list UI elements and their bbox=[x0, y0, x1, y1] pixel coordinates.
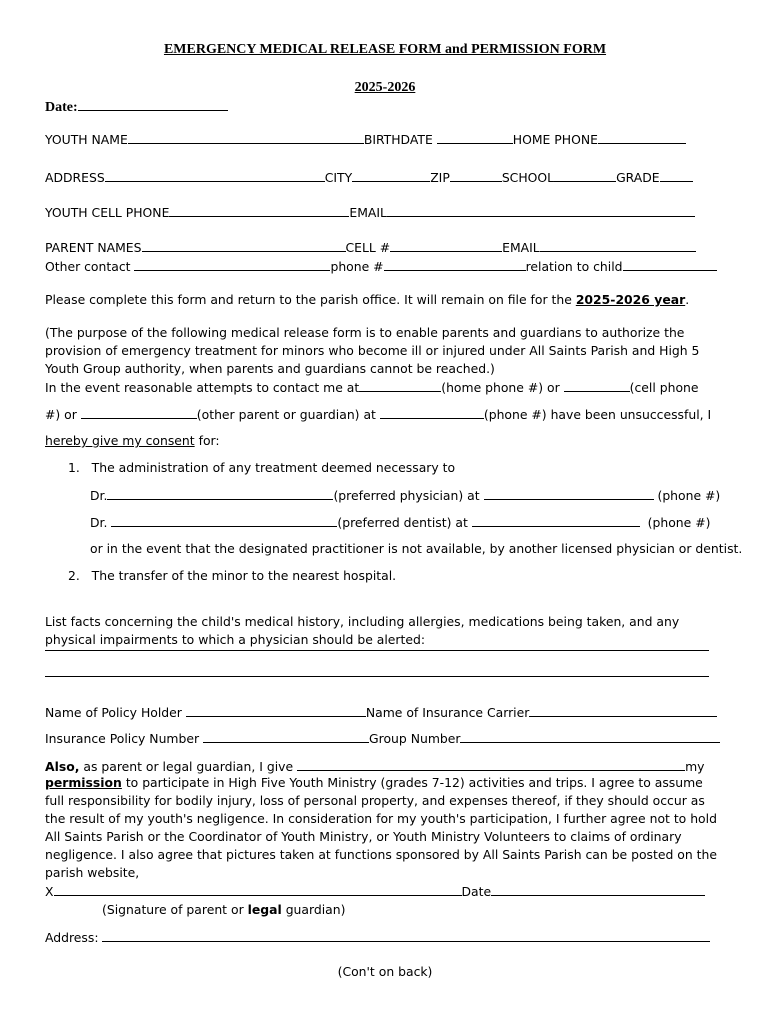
school-field[interactable] bbox=[554, 169, 616, 182]
physician-field[interactable] bbox=[107, 487, 333, 500]
date-row bbox=[45, 98, 228, 116]
group-number-field[interactable] bbox=[460, 730, 720, 743]
signature-row: X Date bbox=[45, 883, 705, 899]
event-line-1: In the event reasonable attempts to contact me at (home phone #) or (cell phone bbox=[45, 380, 699, 395]
other-contact-label: Other contact bbox=[45, 259, 131, 274]
home-phone-field[interactable] bbox=[598, 131, 686, 144]
youth-cell-field[interactable] bbox=[169, 204, 349, 217]
item-2: 2. The transfer of the minor to the nearest hospital. bbox=[68, 568, 397, 583]
signature-field[interactable] bbox=[54, 883, 462, 896]
zip-label: ZIP bbox=[430, 170, 450, 185]
consent-line: hereby give my consent for: bbox=[45, 433, 220, 448]
also-line: Also, as parent or legal guardian, I give my bbox=[45, 759, 705, 774]
other-phone-field[interactable] bbox=[384, 258, 526, 271]
permission-word: permission bbox=[45, 775, 122, 790]
youth-permission-name-field[interactable] bbox=[297, 758, 685, 771]
form-title: EMERGENCY MEDICAL RELEASE FORM and PERMISSION FORM bbox=[163, 42, 607, 57]
medical-history-line-1[interactable] bbox=[45, 650, 709, 651]
parent-email-field[interactable] bbox=[540, 239, 696, 252]
or-event-line: or in the event that the designated practitioner is not available, by another licensed physician or dentist. bbox=[90, 541, 743, 556]
youth-name-label: YOUTH NAME bbox=[45, 132, 128, 147]
address-label: ADDRESS bbox=[45, 170, 105, 185]
parent-email-label: EMAIL bbox=[502, 240, 540, 255]
grade-field[interactable] bbox=[660, 169, 693, 182]
medical-history-line-2[interactable] bbox=[45, 676, 709, 677]
parent-names-field[interactable] bbox=[142, 239, 346, 252]
dentist-phone-field[interactable] bbox=[472, 514, 640, 527]
youth-row bbox=[45, 131, 686, 147]
email-label: EMAIL bbox=[349, 205, 387, 220]
medical-history-prompt: List facts concerning the child's medical history, including allergies, medications being taken, and any physical impairments to which a physician should be alerted: bbox=[45, 614, 680, 647]
other-guardian-phone-field[interactable] bbox=[380, 406, 484, 419]
city-label: CITY bbox=[324, 170, 353, 185]
dentist-line: Dr. (preferred dentist) at (phone #) bbox=[90, 515, 711, 530]
city-field[interactable] bbox=[352, 169, 430, 182]
address-row bbox=[45, 169, 693, 185]
youth-cell-label: YOUTH CELL PHONE bbox=[45, 205, 170, 220]
physician-phone-field[interactable] bbox=[484, 487, 654, 500]
purpose-paragraph: (The purpose of the following medical release form is to enable parents and guardians to authorize the provision of emergency treatment for minors who become ill or injured under All Saints Parish and High 5 Youth Group authority, when parents and guardians cannot be reached.) bbox=[45, 325, 700, 376]
relation-label: relation to child bbox=[525, 259, 623, 274]
event-line-2: #) or (other parent or guardian) at (phone #) have been unsuccessful, I bbox=[45, 407, 712, 422]
other-contact-field[interactable] bbox=[134, 258, 330, 271]
phone-label: phone # bbox=[330, 259, 384, 274]
youth-cell-row bbox=[45, 204, 695, 220]
parent-row bbox=[45, 239, 696, 255]
contact-cell-phone-field[interactable] bbox=[564, 379, 630, 392]
consent-text: hereby give my consent bbox=[45, 433, 195, 448]
cell-label: CELL # bbox=[345, 240, 391, 255]
home-phone-label: HOME PHONE bbox=[512, 132, 598, 147]
signature-caption: (Signature of parent or legal guardian) bbox=[102, 902, 346, 917]
birthdate-label: BIRTHDATE bbox=[363, 132, 433, 147]
policy-number-row: Insurance Policy Number Group Number bbox=[45, 730, 720, 746]
physician-line: Dr. (preferred physician) at (phone #) bbox=[90, 488, 721, 503]
contact-home-phone-field[interactable] bbox=[359, 379, 441, 392]
other-guardian-field[interactable] bbox=[81, 406, 197, 419]
policy-number-field[interactable] bbox=[203, 730, 369, 743]
policy-row: Name of Policy Holder Name of Insurance Carrier bbox=[45, 704, 717, 720]
school-label: SCHOOL bbox=[501, 170, 555, 185]
relation-field[interactable] bbox=[623, 258, 717, 271]
cell-field[interactable] bbox=[390, 239, 502, 252]
item-1: 1. The administration of any treatment deemed necessary to bbox=[68, 460, 456, 475]
youth-name-field[interactable] bbox=[128, 131, 364, 144]
return-note: Please complete this form and return to the parish office. It will remain on file for the 2025-2026 year. bbox=[45, 292, 690, 307]
birthdate-field[interactable] bbox=[437, 131, 513, 144]
continued-note: (Con't on back) bbox=[337, 964, 433, 979]
guardian-address-field[interactable] bbox=[102, 929, 710, 942]
permission-paragraph: permission to participate in High Five Youth Ministry (grades 7-12) activities and trips. I agree to assume full responsibility for bodily injury, loss of personal property, and expenses thereof, if they should occur as the result of my youth's negligence. In consideration for my youth's participation, I further agree not to hold All Saints Parish or the Coordinator of Youth Ministry, or Youth Ministry Volunteers to claims of ordinary negligence. I also agree that pictures taken at functions sponsored by All Saints Parish can be posted on the parish website, bbox=[45, 775, 718, 880]
other-contact-row bbox=[45, 258, 717, 274]
return-year: 2025-2026 year bbox=[575, 292, 686, 307]
grade-label: GRADE bbox=[616, 170, 660, 185]
insurance-carrier-field[interactable] bbox=[529, 704, 717, 717]
signature-date-field[interactable] bbox=[491, 883, 705, 896]
zip-field[interactable] bbox=[450, 169, 502, 182]
dentist-field[interactable] bbox=[111, 514, 337, 527]
address-signature-row: Address: bbox=[45, 929, 710, 945]
policy-holder-field[interactable] bbox=[186, 704, 366, 717]
email-field[interactable] bbox=[387, 204, 695, 217]
address-field[interactable] bbox=[105, 169, 325, 182]
form-year: 2025-2026 bbox=[354, 80, 416, 95]
date-field[interactable] bbox=[78, 98, 228, 111]
parent-names-label: PARENT NAMES bbox=[45, 240, 142, 255]
date-label: Date: bbox=[45, 100, 78, 115]
